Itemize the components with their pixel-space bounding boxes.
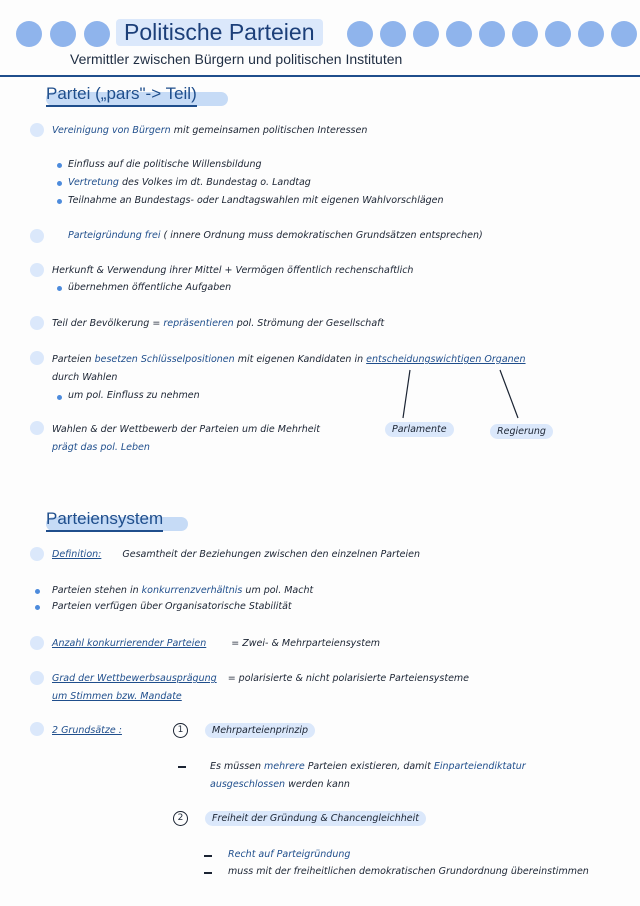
note-text-highlight: Vereinigung von Bürgern xyxy=(52,125,171,136)
connector-line xyxy=(403,370,410,418)
connector-line xyxy=(500,370,518,418)
bullet-icon xyxy=(30,547,44,561)
note-line: durch Wahlen xyxy=(52,372,118,383)
sub-bullet-icon xyxy=(35,589,40,594)
note-text: pol. Strömung der Gesellschaft xyxy=(236,318,385,329)
bullet-icon xyxy=(30,636,44,650)
note-text-highlight: ausgeschlossen xyxy=(210,779,286,790)
bullet-icon xyxy=(30,671,44,685)
page-subtitle: Vermittler zwischen Bürgern und politischen Instituten xyxy=(70,51,403,67)
note-text: Teil der Bevölkerung xyxy=(52,318,150,329)
note-text-highlight: Schlüsselpositionen xyxy=(140,354,235,365)
principle-title-pill: Freiheit der Gründung & Chancengleichheit xyxy=(205,811,426,826)
note-text-highlight: besetzen xyxy=(94,354,138,365)
note-text: mit gemeinsamen politischen Interessen xyxy=(173,125,368,136)
sub-note-line: übernehmen öffentliche Aufgaben xyxy=(68,282,232,293)
note-text: = polarisierte & nicht polarisierte Parteiensysteme xyxy=(227,673,470,684)
note-line: Wahlen & der Wettbewerb der Parteien um die Mehrheit xyxy=(52,424,320,435)
section-heading-partei: Partei („pars"-> Teil) xyxy=(46,84,197,107)
sub-note-line xyxy=(52,585,313,596)
number-two-icon: 2 xyxy=(173,811,188,826)
note-text-highlight: Grad der Wettbewerbsausprägung xyxy=(52,673,217,684)
note-text-highlight: Vertretung xyxy=(68,177,119,188)
note-text: Gesamtheit der Beziehungen zwischen den einzelnen Parteien xyxy=(122,549,421,560)
sub-note-line: Einfluss auf die politische Willensbildung xyxy=(68,159,262,170)
sub-bullet-icon xyxy=(35,605,40,610)
note-text: werden kann xyxy=(288,779,350,790)
page-title: Politische Parteien xyxy=(116,19,323,46)
note-text: ( innere Ordnung muss demokratischen Grundsätzen entsprechen) xyxy=(163,230,483,241)
note-text-highlight: Einparteiendiktatur xyxy=(433,761,526,772)
note-line xyxy=(52,638,380,649)
note-text: um pol. Macht xyxy=(245,585,314,596)
note-line: Recht auf Parteigründung xyxy=(228,849,351,860)
note-line: muss mit der freiheitlichen demokratischen Grundordnung übereinstimmen xyxy=(228,866,589,877)
note-text-highlight: Parteigründung frei xyxy=(68,230,161,241)
note-text-highlight: mehrere xyxy=(264,761,305,772)
note-text-highlight: Anzahl konkurrierender Parteien xyxy=(52,638,207,649)
note-text: des Volkes im dt. Bundestag o. Landtag xyxy=(122,177,311,188)
note-text-highlight: repräsentieren xyxy=(163,318,234,329)
sub-note-line: Parteien verfügen über Organisatorische Stabilität xyxy=(52,601,292,612)
number-one-icon: 1 xyxy=(173,723,188,738)
note-text: mit eigenen Kandidaten in xyxy=(237,354,364,365)
dash-icon xyxy=(178,766,186,768)
note-text: Parteien existieren, damit xyxy=(307,761,431,772)
note-text-highlight: entscheidungswichtigen Organen xyxy=(366,354,526,365)
note-line xyxy=(52,549,420,560)
sub-note-line: Teilnahme an Bundestags- oder Landtagswahlen mit eigenen Wahlvorschlägen xyxy=(68,195,444,206)
label-pill-regierung: Regierung xyxy=(490,424,553,439)
dash-icon xyxy=(204,872,212,874)
note-line xyxy=(210,761,526,772)
note-line: Herkunft & Verwendung ihrer Mittel + Vermögen öffentlich rechenschaftlich xyxy=(52,265,414,276)
note-text: = xyxy=(152,318,161,329)
note-line xyxy=(52,673,469,684)
note-line: prägt das pol. Leben xyxy=(52,442,150,453)
bullet-icon xyxy=(30,722,44,736)
note-text: Parteien stehen in xyxy=(52,585,139,596)
note-text: Parteien xyxy=(52,354,92,365)
bullet-icon xyxy=(30,421,44,435)
principle-title-pill: Mehrparteienprinzip xyxy=(205,723,315,738)
note-text: Es müssen xyxy=(210,761,262,772)
note-text-highlight: Definition: xyxy=(52,549,102,560)
note-text: = Zwei- & Mehrparteiensystem xyxy=(231,638,381,649)
sub-note-line: um pol. Einfluss zu nehmen xyxy=(68,390,200,401)
note-line: um Stimmen bzw. Mandate xyxy=(52,691,182,702)
note-line xyxy=(210,779,350,790)
grundsaetze-label: 2 Grundsätze : xyxy=(52,725,122,736)
note-text-highlight: konkurrenzverhältnis xyxy=(141,585,243,596)
label-pill-parlamente: Parlamente xyxy=(385,422,454,437)
section-heading-parteiensystem: Parteiensystem xyxy=(46,509,163,532)
dash-icon xyxy=(204,855,212,857)
